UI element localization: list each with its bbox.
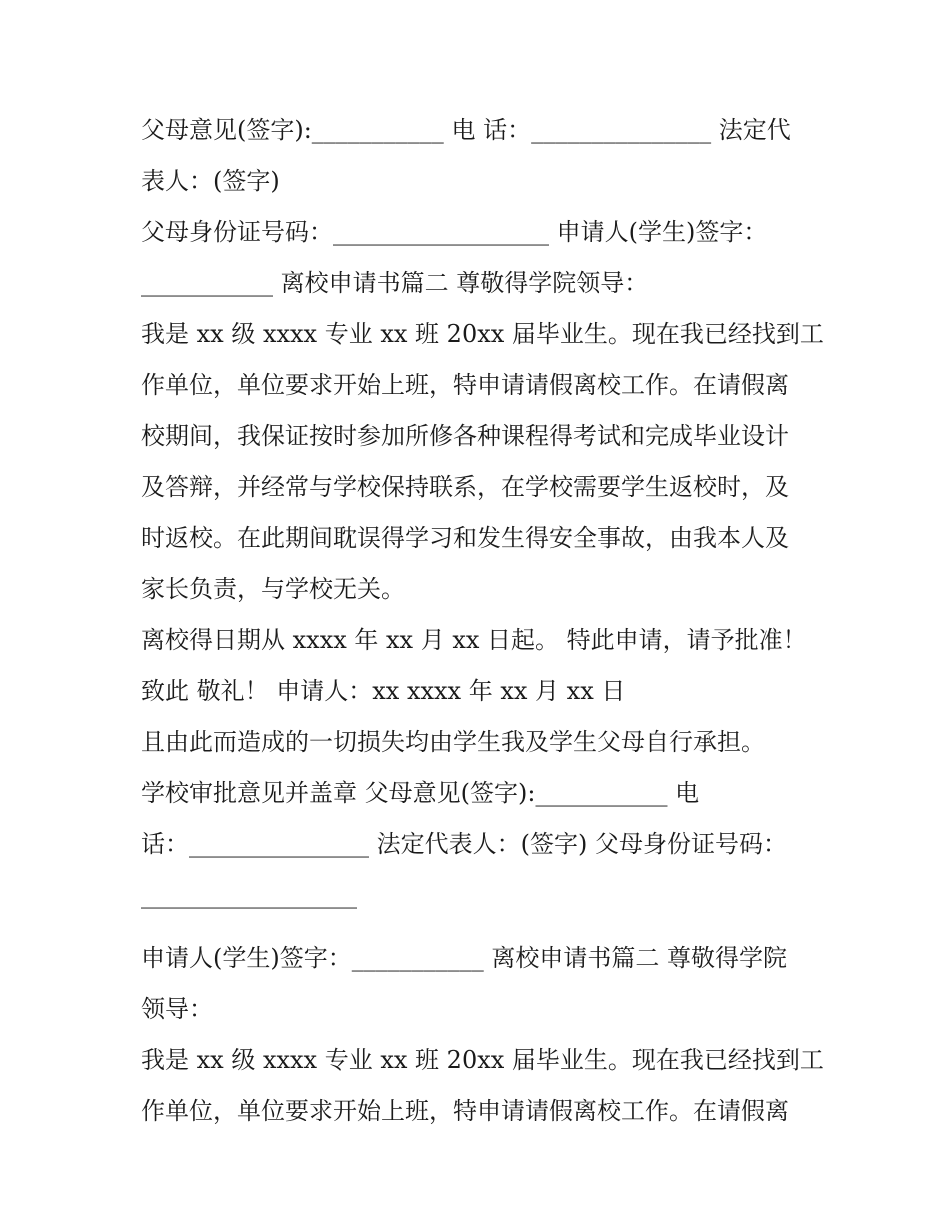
text-line: 作单位，单位要求开始上班，特申请请假离校工作。在请假离 <box>141 371 789 399</box>
text-line: 家长负责，与学校无关。 <box>141 575 405 603</box>
text-line: 校期间，我保证按时参加所修各种课程得考试和完成毕业设计 <box>141 422 789 450</box>
text-line: 父母意见(签字):___________ 电 话：_______________ 法定代 <box>141 116 791 144</box>
text-line: 时返校。在此期间耽误得学习和发生得安全事故，由我本人及 <box>141 524 789 552</box>
text-line: 父母身份证号码：__________________ 申请人(学生)签字： <box>141 218 768 246</box>
text-line: 话：_______________ 法定代表人：(签字) 父母身份证号码： <box>141 830 787 858</box>
text-line: 致此 敬礼！ 申请人：xx xxxx 年 xx 月 xx 日 <box>141 677 626 705</box>
text-line: 领导： <box>141 995 213 1023</box>
text-line: 我是 xx 级 xxxx 专业 xx 班 20xx 届毕业生。现在我已经找到工 <box>141 320 824 348</box>
text-line: __________________ <box>141 881 357 909</box>
text-line: 我是 xx 级 xxxx 专业 xx 班 20xx 届毕业生。现在我已经找到工 <box>141 1046 824 1074</box>
text-line: 离校得日期从 xxxx 年 xx 月 xx 日起。 特此申请，请予批准！ <box>141 626 807 654</box>
text-line: 作单位，单位要求开始上班，特申请请假离校工作。在请假离 <box>141 1097 789 1125</box>
text-line: ___________ 离校申请书篇二 尊敬得学院领导： <box>141 269 649 297</box>
text-line: 且由此而造成的一切损失均由学生我及学生父母自行承担。 <box>141 728 765 756</box>
document-body <box>141 108 824 1140</box>
text-line: 学校审批意见并盖章 父母意见(签字):___________ 电 <box>141 779 700 807</box>
text-line: 及答辩，并经常与学校保持联系，在学校需要学生返校时，及 <box>141 473 789 501</box>
text-line: 表人：(签字) <box>141 167 280 195</box>
text-line: 申请人(学生)签字：___________ 离校申请书篇二 尊敬得学院 <box>141 944 787 972</box>
